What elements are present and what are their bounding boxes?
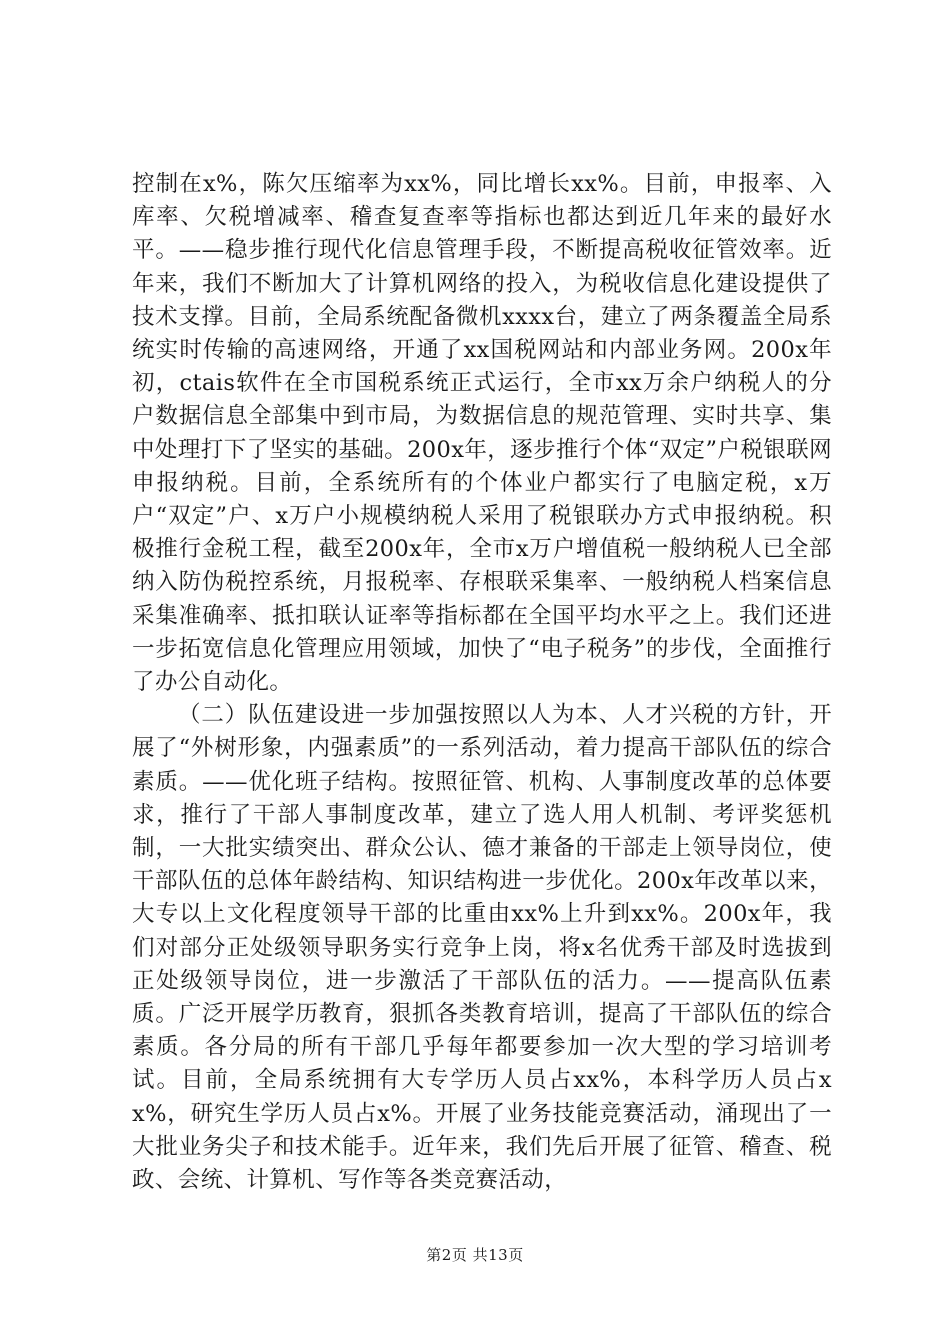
document-body — [132, 168, 832, 1197]
paragraph-tax-informatization: 控制在x%，陈欠压缩率为xx%，同比增长xx%。目前，申报率、入库率、欠税增减率、稽查复查率等指标也都达到近几年来的最好水平。——稳步推行现代化信息管理手段，不断提高税收征管效率。近年来，我们不断加大了计算机网络的投入，为税收信息化建设提供了技术支撑。目前，全局系统配备微机xxxx台，建立了两条覆盖全局系统实时传输的高速网络，开通了xx国税网站和内部业务网。200x年初，ctais软件在全市国税系统正式运行，全市xx万余户纳税人的分户数据信息全部集中到市局，为数据信息的规范管理、实时共享、集中处理打下了坚实的基础。200x年，逐步推行个体“双定”户税银联网申报纳税。目前，全系统所有的个体业户都实行了电脑定税，x万户“双定”户、x万户小规模纳税人采用了税银联办方式申报纳税。积极推行金税工程，截至200x年，全市x万户增值税一般纳税人已全部纳入防伪税控系统，月报税率、存根联采集率、一般纳税人档案信息采集准确率、抵扣联认证率等指标都在全国平均水平之上。我们还进一步拓宽信息化管理应用领域，加快了“电子税务”的步伐，全面推行了办公自动化。 — [132, 171, 832, 696]
page-footer: 第2页 共13页 — [426, 1246, 524, 1264]
paragraph-team-building: （二）队伍建设进一步加强按照以人为本、人才兴税的方针，开展了“外树形象，内强素质”的一系列活动，着力提高干部队伍的综合素质。——优化班子结构。按照征管、机构、人事制度改革的总体要求，推行了干部人事制度改革，建立了选人用人机制、考评奖惩机制，一大批实绩突出、群众公认、德才兼备的干部走上领导岗位，使干部队伍的总体年龄结构、知识结构进一步优化。200x年改革以来，大专以上文化程度领导干部的比重由xx%上升到xx%。200x年，我们对部分正处级领导职务实行竞争上岗，将x名优秀干部及时选拔到正处级领导岗位，进一步激活了干部队伍的活力。——提高队伍素质。广泛开展学历教育，狠抓各类教育培训，提高了干部队伍的综合素质。各分局的所有干部几乎每年都要参加一次大型的学习培训考试。目前，全局系统拥有大专学历人员占xx%，本科学历人员占xx%，研究生学历人员占x%。开展了业务技能竞赛活动，涌现出了一大批业务尖子和技术能手。近年来，我们先后开展了征管、稽查、税政、会统、计算机、写作等各类竞赛活动， — [132, 702, 832, 1194]
